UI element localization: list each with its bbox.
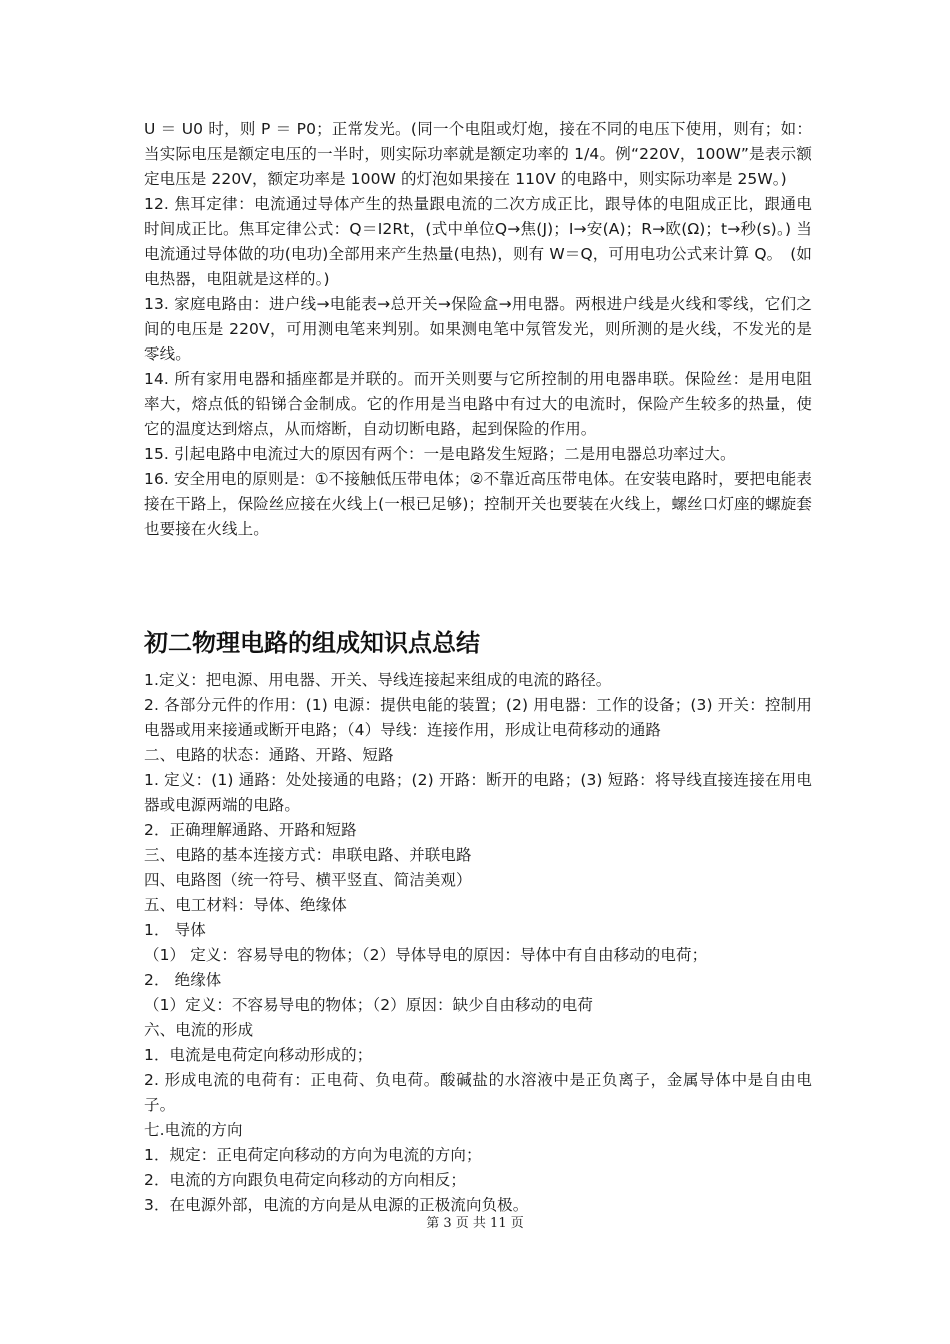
list-item: 七.电流的方向 xyxy=(144,1121,243,1139)
paragraph-household-circuit: 13. 家庭电路由：进户线→电能表→总开关→保险盒→用电器。两根进户线是火线和零线，它们之间的电压是 220V，可用测电笔来判别。如果测电笔中氖管发光，则所测的是火线，不发光的是零线。 xyxy=(144,295,812,363)
list-item: 三、电路的基本连接方式：串联电路、并联电路 xyxy=(144,846,472,864)
list-item: 2. 各部分元件的作用：(1) 电源：提供电能的装置；(2) 用电器：工作的设备；(3) 开关：控制用电器或用来接通或断开电路；（4）导线：连接作用，形成让电荷移动的通路 xyxy=(144,696,812,739)
paragraph-power-note: U ＝ U0 时，则 P ＝ P0；正常发光。(同一个电阻或灯炮，接在不同的电压下使用，则有；如：当实际电压是额定电压的一半时，则实际功率就是额定功率的 1/4。例“220V，100W”是表示额定电压是 220V，额定功率是 100W 的灯泡如果接在 110V 的电路中，则实际功率是 25W。) xyxy=(144,120,812,188)
page-number-footer: 第 3 页 共 11 页 xyxy=(426,1216,524,1231)
list-item: 2． 绝缘体 xyxy=(144,971,222,989)
list-item: 2．正确理解通路、开路和短路 xyxy=(144,821,357,839)
list-item: 四、电路图（统一符号、横平竖直、简洁美观） xyxy=(144,871,472,889)
list-item: 3．在电源外部，电流的方向是从电源的正极流向负极。 xyxy=(144,1196,529,1214)
paragraph-joule-law: 12. 焦耳定律：电流通过导体产生的热量跟电流的二次方成正比，跟导体的电阻成正比，跟通电时间成正比。焦耳定律公式：Q＝I2Rt，(式中单位Q→焦(J)；I→安(A)；R→欧(Ω)；t→秒(s)。) 当电流通过导体做的功(电功)全部用来产生热量(电热)，则有 W＝Q，可用电功公式来计算 Q。 (如电热器，电阻就是这样的。) xyxy=(144,195,812,288)
list-item: 1.定义：把电源、用电器、开关、导线连接起来组成的电流的路径。 xyxy=(144,671,612,689)
section-title: 初二物理电路的组成知识点总结 xyxy=(144,629,480,657)
list-item: 六、电流的形成 xyxy=(144,1021,254,1039)
list-item: 1．规定：正电荷定向移动的方向为电流的方向； xyxy=(144,1146,482,1164)
paragraph-parallel-appliances: 14. 所有家用电器和插座都是并联的。而开关则要与它所控制的用电器串联。保险丝：是用电阻率大，熔点低的铅锑合金制成。它的作用是当电路中有过大的电流时，保险产生较多的热量，使它的温度达到熔点，从而熔断，自动切断电路，起到保险的作用。 xyxy=(144,370,812,438)
upper-text-block xyxy=(144,117,812,542)
list-item: 2．电流的方向跟负电荷定向移动的方向相反； xyxy=(144,1171,466,1189)
section-body xyxy=(144,668,812,1218)
list-item: 1．电流是电荷定向移动形成的； xyxy=(144,1046,373,1064)
list-item: 五、电工材料：导体、绝缘体 xyxy=(144,896,347,914)
circuit-section xyxy=(144,627,812,1218)
paragraph-overcurrent-causes: 15. 引起电路中电流过大的原因有两个：一是电路发生短路；二是用电器总功率过大。 xyxy=(144,445,736,463)
list-item: （1）定义：不容易导电的物体；（2）原因：缺少自由移动的电荷 xyxy=(144,996,593,1014)
list-item: 2. 形成电流的电荷有：正电荷、负电荷。酸碱盐的水溶液中是正负离子，金属导体中是自由电子。 xyxy=(144,1071,812,1114)
list-item: 1． 导体 xyxy=(144,921,206,939)
list-item: （1） 定义：容易导电的物体；（2）导体导电的原因：导体中有自由移动的电荷； xyxy=(144,946,708,964)
paragraph-electrical-safety: 16. 安全用电的原则是：①不接触低压带电体；②不靠近高压带电体。在安装电路时，要把电能表接在干路上，保险丝应接在火线上(一根已足够)；控制开关也要装在火线上，螺丝口灯座的螺旋套也要接在火线上。 xyxy=(144,470,812,538)
list-item: 1. 定义：(1) 通路：处处接通的电路；(2) 开路：断开的电路；(3) 短路：将导线直接连接在用电器或电源两端的电路。 xyxy=(144,771,812,814)
list-item: 二、电路的状态：通路、开路、短路 xyxy=(144,746,394,764)
